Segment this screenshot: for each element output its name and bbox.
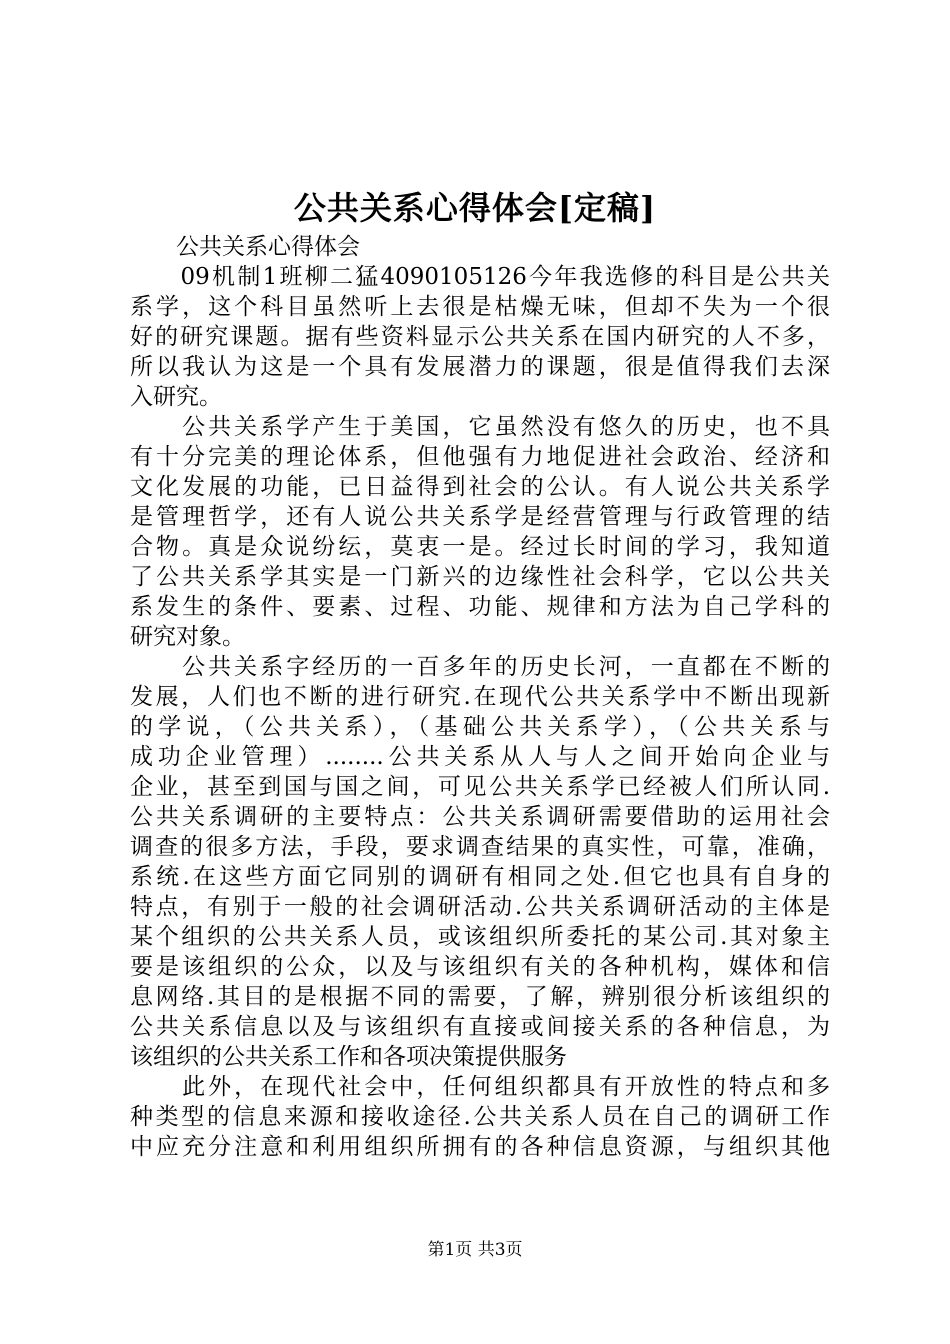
text-line: 息网络.其目的是根据不同的需要，了解，辨别很分析该组织的 <box>130 984 830 1010</box>
text-line: 合物。真是众说纷纭，莫衷一是。经过长时间的学习，我知道 <box>130 534 830 560</box>
text-line: 09机制1班柳二猛4090105126今年我选修的科目是公共关 <box>130 264 830 290</box>
text-line: 公共关系心得体会 <box>130 234 360 260</box>
text-line: 要是该组织的公众，以及与该组织有关的各种机构，媒体和信 <box>130 954 830 980</box>
text-line: 公共关系学产生于美国，它虽然没有悠久的历史，也不具 <box>130 414 830 440</box>
text-line: 某个组织的公共关系人员，或该组织所委托的某公司.其对象主 <box>130 924 830 950</box>
text-line: 所以我认为这是一个具有发展潜力的课题，很是值得我们去深 <box>130 354 830 380</box>
text-line: 该组织的公共关系工作和各项决策提供服务 <box>130 1044 567 1070</box>
text-line: 是管理哲学，还有人说公共关系学是经营管理与行政管理的结 <box>130 504 830 530</box>
text-line: 调查的很多方法，手段，要求调查结果的真实性，可靠，准确， <box>130 834 830 860</box>
document-body <box>130 232 830 1162</box>
text-line: 入研究。 <box>130 384 222 410</box>
page-footer: 第1页 共3页 <box>427 1240 523 1260</box>
text-line: 公共关系字经历的一百多年的历史长河，一直都在不断的 <box>130 654 830 680</box>
text-line: 系学，这个科目虽然听上去很是枯燥无味，但却不失为一个很 <box>130 294 830 320</box>
text-line: 成功企业管理）........公共关系从人与人之间开始向企业与 <box>130 744 830 770</box>
text-line: 文化发展的功能，已日益得到社会的公认。有人说公共关系学 <box>130 474 830 500</box>
text-line: 企业，甚至到国与国之间，可见公共关系学已经被人们所认同. <box>130 774 830 800</box>
text-line: 此外，在现代社会中，任何组织都具有开放性的特点和多 <box>130 1074 830 1100</box>
text-line: 系统.在这些方面它同别的调研有相同之处.但它也具有自身的 <box>130 864 830 890</box>
document-title: 公共关系心得体会[定稿] <box>293 189 657 227</box>
text-line: 公共关系信息以及与该组织有直接或间接关系的各种信息，为 <box>130 1014 830 1040</box>
text-line: 种类型的信息来源和接收途径.公共关系人员在自己的调研工作 <box>130 1104 830 1130</box>
text-line: 发展，人们也不断的进行研究.在现代公共关系学中不断出现新 <box>130 684 830 710</box>
text-line: 公共关系调研的主要特点：公共关系调研需要借助的运用社会 <box>130 804 830 830</box>
text-line: 了公共关系学其实是一门新兴的边缘性社会科学，它以公共关 <box>130 564 830 590</box>
text-line: 系发生的条件、要素、过程、功能、规律和方法为自己学科的 <box>130 594 830 620</box>
text-line: 研究对象。 <box>130 624 245 650</box>
text-line: 的学说，（公共关系），（基础公共关系学），（公共关系与 <box>130 714 830 740</box>
text-line: 好的研究课题。据有些资料显示公共关系在国内研究的人不多， <box>130 324 830 350</box>
text-line: 特点，有别于一般的社会调研活动.公共关系调研活动的主体是 <box>130 894 830 920</box>
text-line: 中应充分注意和利用组织所拥有的各种信息资源，与组织其他 <box>130 1134 830 1160</box>
text-line: 有十分完美的理论体系，但他强有力地促进社会政治、经济和 <box>130 444 830 470</box>
